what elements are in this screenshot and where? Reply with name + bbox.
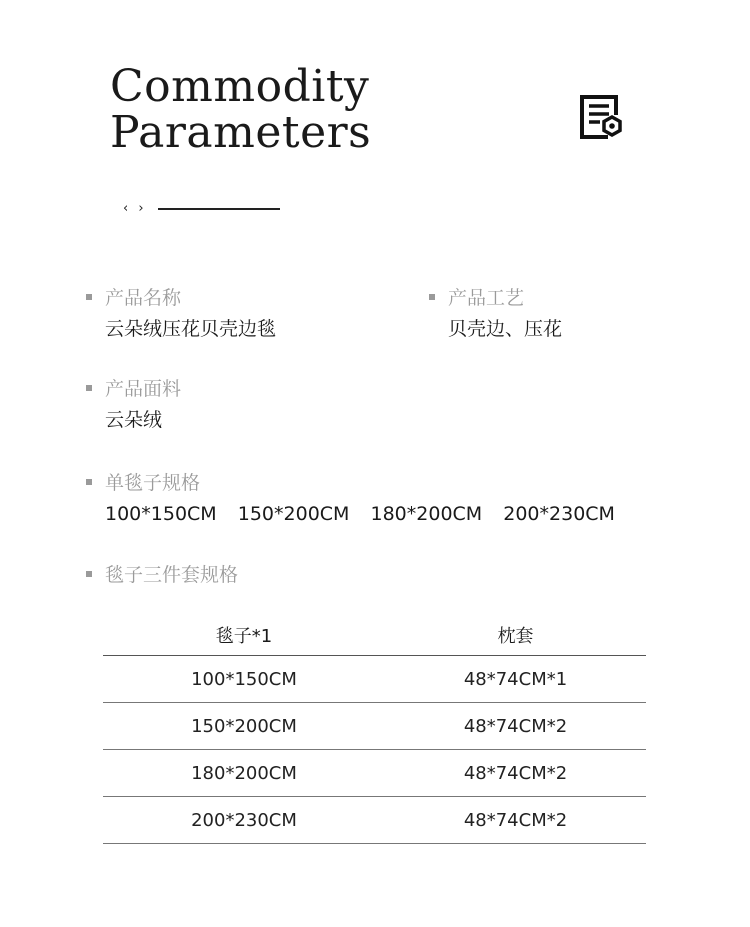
table-row: [103, 703, 646, 750]
cell-pillowcase: 48*74CM*2: [385, 703, 646, 750]
table-row: [103, 656, 646, 703]
size-item: 200*230CM: [503, 503, 615, 525]
bullet-icon: [86, 294, 92, 300]
title-line-1: Commodity: [110, 61, 370, 112]
set-size-table: [103, 615, 646, 844]
bullet-icon: [86, 479, 92, 485]
set-label: 毯子三件套规格: [105, 564, 239, 586]
cell-pillowcase: 48*74CM*2: [385, 797, 646, 844]
divider-line: [158, 208, 280, 210]
name-value: 云朵绒压花贝壳边毯: [105, 318, 277, 340]
single-sizes: [86, 502, 630, 526]
param-fabric: [86, 377, 181, 432]
cell-pillowcase: 48*74CM*1: [385, 656, 646, 703]
table-row: [103, 750, 646, 797]
param-set-size: [86, 563, 238, 587]
carousel-arrows[interactable]: ‹ ›: [123, 201, 147, 216]
title-line-2: Parameters: [110, 107, 372, 158]
header-pillowcase: 枕套: [385, 615, 646, 656]
document-settings-icon: [578, 93, 624, 141]
table-header-row: [103, 615, 646, 656]
craft-label: 产品工艺: [448, 287, 525, 309]
cell-blanket: 200*230CM: [103, 797, 385, 844]
cell-blanket: 100*150CM: [103, 656, 385, 703]
param-craft: [429, 286, 562, 341]
bullet-icon: [86, 571, 92, 577]
bullet-icon: [86, 385, 92, 391]
cell-blanket: 180*200CM: [103, 750, 385, 797]
fabric-label: 产品面料: [105, 378, 182, 400]
header-blanket: 毯子*1: [103, 615, 385, 656]
cell-pillowcase: 48*74CM*2: [385, 750, 646, 797]
name-label: 产品名称: [105, 287, 182, 309]
param-name: [86, 286, 276, 341]
size-item: 180*200CM: [370, 503, 483, 525]
craft-value: 贝壳边、压花: [448, 318, 563, 340]
size-item: 100*150CM: [105, 503, 217, 525]
single-label: 单毯子规格: [105, 472, 201, 494]
param-single-size: [86, 471, 630, 526]
cell-blanket: 150*200CM: [103, 703, 385, 750]
size-item: 150*200CM: [237, 503, 350, 525]
bullet-icon: [429, 294, 435, 300]
fabric-value: 云朵绒: [105, 409, 163, 431]
table-row: [103, 797, 646, 844]
page-title: [110, 61, 372, 158]
